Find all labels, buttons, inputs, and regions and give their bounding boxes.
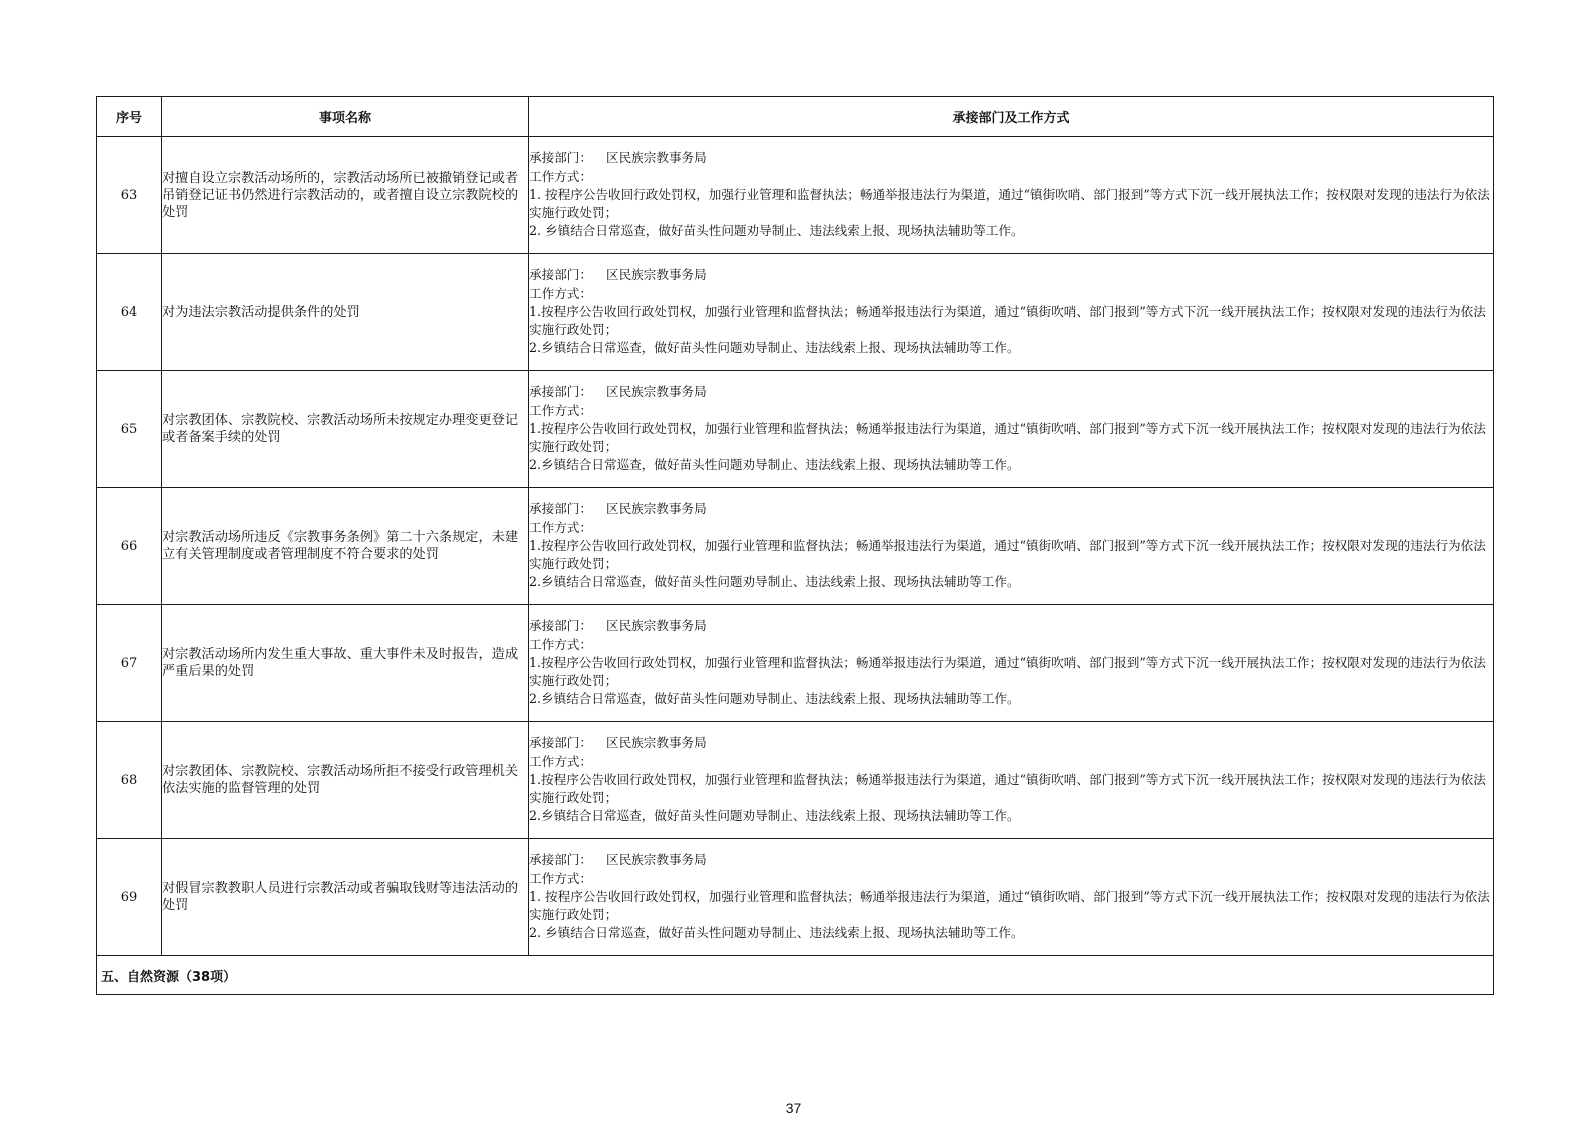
dept-value: 区民族宗教事务局 <box>605 852 707 868</box>
work-label: 工作方式： <box>529 636 592 652</box>
row-name: 对擅自设立宗教活动场所的，宗教活动场所已被撤销登记或者吊销登记证书仍然进行宗教活动的，或者擅自设立宗教院校的处罚 <box>162 137 529 254</box>
dept-line <box>529 500 1493 518</box>
dept-label: 承接部门： <box>529 618 592 634</box>
header-method: 承接部门及工作方式 <box>529 97 1494 137</box>
work-label: 工作方式： <box>529 168 592 184</box>
work-item-1: 1.按程序公告收回行政处罚权，加强行业管理和监督执法；畅通举报违法行为渠道，通过“镇街吹哨、部门报到”等方式下沉一线开展执法工作；按权限对发现的违法行为依法实施行政处罚； <box>529 654 1486 689</box>
table-row <box>97 722 1494 839</box>
header-name: 事项名称 <box>162 97 529 137</box>
dept-label: 承接部门： <box>529 384 592 400</box>
row-method <box>529 254 1494 371</box>
table-header-row <box>97 97 1494 137</box>
dept-line <box>529 149 1493 167</box>
row-method <box>529 605 1494 722</box>
row-name: 对为违法宗教活动提供条件的处罚 <box>162 254 529 371</box>
work-item-1: 1.按程序公告收回行政处罚权，加强行业管理和监督执法；畅通举报违法行为渠道，通过“镇街吹哨、部门报到”等方式下沉一线开展执法工作；按权限对发现的违法行为依法实施行政处罚； <box>529 303 1486 338</box>
work-item-2: 2.乡镇结合日常巡查，做好苗头性问题劝导制止、违法线索上报、现场执法辅助等工作。 <box>529 340 1020 356</box>
row-method <box>529 137 1494 254</box>
row-no: 63 <box>97 137 162 254</box>
work-item-1: 1. 按程序公告收回行政处罚权，加强行业管理和监督执法；畅通举报违法行为渠道，通过“镇街吹哨、部门报到”等方式下沉一线开展执法工作；按权限对发现的违法行为依法实施行政处罚； <box>529 888 1490 923</box>
row-method <box>529 488 1494 605</box>
dept-label: 承接部门： <box>529 735 592 751</box>
row-no: 64 <box>97 254 162 371</box>
table-row <box>97 839 1494 956</box>
dept-line <box>529 617 1493 635</box>
row-name: 对宗教活动场所违反《宗教事务条例》第二十六条规定，未建立有关管理制度或者管理制度不符合要求的处罚 <box>162 488 529 605</box>
dept-line <box>529 383 1493 401</box>
work-item-1: 1.按程序公告收回行政处罚权，加强行业管理和监督执法；畅通举报违法行为渠道，通过“镇街吹哨、部门报到”等方式下沉一线开展执法工作；按权限对发现的违法行为依法实施行政处罚； <box>529 537 1486 572</box>
dept-value: 区民族宗教事务局 <box>605 384 707 400</box>
row-name: 对宗教团体、宗教院校、宗教活动场所未按规定办理变更登记或者备案手续的处罚 <box>162 371 529 488</box>
table-row <box>97 488 1494 605</box>
row-name: 对假冒宗教教职人员进行宗教活动或者骗取钱财等违法活动的处罚 <box>162 839 529 956</box>
row-name: 对宗教活动场所内发生重大事故、重大事件未及时报告，造成严重后果的处罚 <box>162 605 529 722</box>
table-row <box>97 605 1494 722</box>
row-name: 对宗教团体、宗教院校、宗教活动场所拒不接受行政管理机关依法实施的监督管理的处罚 <box>162 722 529 839</box>
dept-label: 承接部门： <box>529 267 592 283</box>
row-method <box>529 839 1494 956</box>
dept-label: 承接部门： <box>529 501 592 517</box>
dept-label: 承接部门： <box>529 150 592 166</box>
row-no: 66 <box>97 488 162 605</box>
dept-value: 区民族宗教事务局 <box>605 735 707 751</box>
page-number: 37 <box>785 1100 802 1116</box>
row-no: 69 <box>97 839 162 956</box>
work-label: 工作方式： <box>529 519 592 535</box>
work-item-2: 2. 乡镇结合日常巡查，做好苗头性问题劝导制止、违法线索上报、现场执法辅助等工作。 <box>529 223 1024 239</box>
row-method <box>529 722 1494 839</box>
section-title: 五、自然资源（38项） <box>97 956 1494 995</box>
work-label: 工作方式： <box>529 402 592 418</box>
table-row <box>97 371 1494 488</box>
work-item-2: 2. 乡镇结合日常巡查，做好苗头性问题劝导制止、违法线索上报、现场执法辅助等工作。 <box>529 925 1024 941</box>
items-table <box>96 96 1494 995</box>
table-row <box>97 254 1494 371</box>
row-no: 65 <box>97 371 162 488</box>
work-item-2: 2.乡镇结合日常巡查，做好苗头性问题劝导制止、违法线索上报、现场执法辅助等工作。 <box>529 457 1020 473</box>
work-item-1: 1. 按程序公告收回行政处罚权，加强行业管理和监督执法；畅通举报违法行为渠道，通过“镇街吹哨、部门报到”等方式下沉一线开展执法工作；按权限对发现的违法行为依法实施行政处罚； <box>529 186 1490 221</box>
dept-line <box>529 734 1493 752</box>
row-no: 68 <box>97 722 162 839</box>
work-label: 工作方式： <box>529 285 592 301</box>
row-method <box>529 371 1494 488</box>
section-row <box>97 956 1494 995</box>
row-no: 67 <box>97 605 162 722</box>
dept-value: 区民族宗教事务局 <box>605 501 707 517</box>
header-no: 序号 <box>97 97 162 137</box>
work-item-2: 2.乡镇结合日常巡查，做好苗头性问题劝导制止、违法线索上报、现场执法辅助等工作。 <box>529 808 1020 824</box>
work-item-1: 1.按程序公告收回行政处罚权，加强行业管理和监督执法；畅通举报违法行为渠道，通过“镇街吹哨、部门报到”等方式下沉一线开展执法工作；按权限对发现的违法行为依法实施行政处罚； <box>529 771 1486 806</box>
dept-label: 承接部门： <box>529 852 592 868</box>
table-row <box>97 137 1494 254</box>
dept-line <box>529 266 1493 284</box>
work-item-2: 2.乡镇结合日常巡查，做好苗头性问题劝导制止、违法线索上报、现场执法辅助等工作。 <box>529 691 1020 707</box>
work-label: 工作方式： <box>529 870 592 886</box>
dept-line <box>529 851 1493 869</box>
dept-value: 区民族宗教事务局 <box>605 618 707 634</box>
work-label: 工作方式： <box>529 753 592 769</box>
work-item-1: 1.按程序公告收回行政处罚权，加强行业管理和监督执法；畅通举报违法行为渠道，通过“镇街吹哨、部门报到”等方式下沉一线开展执法工作；按权限对发现的违法行为依法实施行政处罚； <box>529 420 1486 455</box>
dept-value: 区民族宗教事务局 <box>605 150 707 166</box>
dept-value: 区民族宗教事务局 <box>605 267 707 283</box>
work-item-2: 2.乡镇结合日常巡查，做好苗头性问题劝导制止、违法线索上报、现场执法辅助等工作。 <box>529 574 1020 590</box>
